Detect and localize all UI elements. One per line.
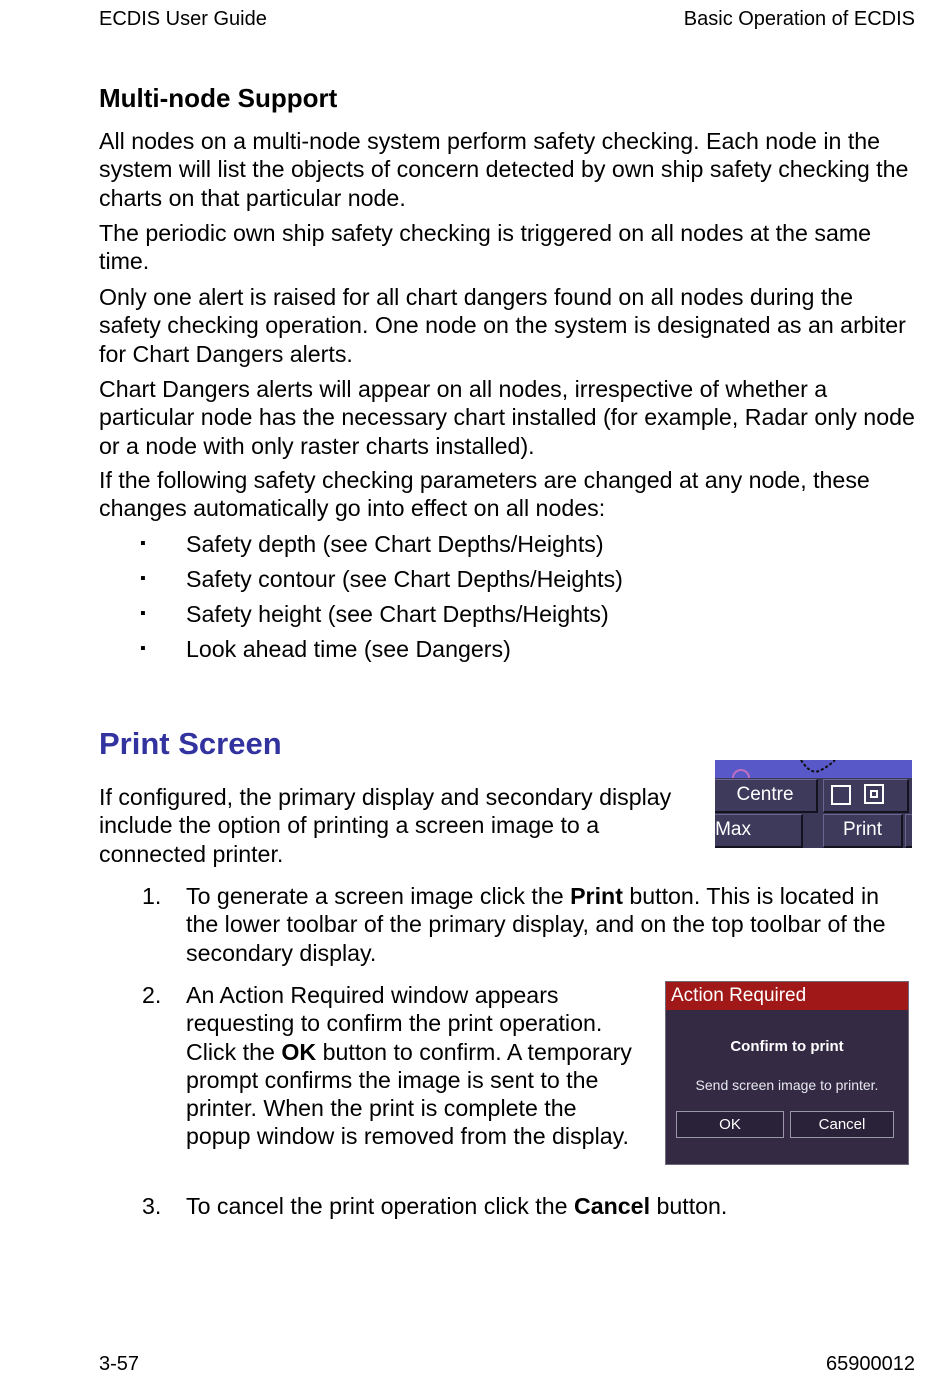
chart-strip [715,760,912,778]
paragraph: Only one alert is raised for all chart dangers found on all nodes during the safety checking operation. One node on the system is designated as an arbiter for Chart Dangers alerts. [99,284,906,367]
page-number: 3-57 [99,1353,140,1375]
print-button[interactable]: Print [823,814,903,848]
window-icon[interactable] [864,784,884,804]
step-bold-term: Cancel [573,1193,651,1219]
section-heading-print-screen: Print Screen [99,726,282,761]
step-text: To generate a screen image click the Print button. This is located in the lower toolbar of the primary display, and on the top toolbar of the secondary display. [186,883,886,966]
list-item-text: Safety depth (see Chart Depths/Heights) [186,531,604,557]
section-heading-multi-node: Multi-node Support [99,83,338,113]
list-item-text: Safety contour (see Chart Depths/Heights) [186,566,623,592]
toolbar-edge [905,814,912,848]
bullet-icon: ▪ [140,605,146,622]
step-number: 3. [142,1193,162,1219]
cancel-button[interactable]: Cancel [790,1111,894,1138]
paragraph: If configured, the primary display and secondary display include the option of printing a screen image to a connected printer. [99,784,672,867]
running-header-right: Basic Operation of ECDIS [683,8,915,30]
bullet-icon: ▪ [140,535,146,552]
list-item-text: Safety height (see Chart Depths/Heights) [186,601,609,627]
bullet-icon: ▪ [140,640,146,657]
document-number: 65900012 [826,1353,915,1375]
running-header-left: ECDIS User Guide [99,8,267,30]
centre-button[interactable]: Centre [715,779,818,813]
paragraph: Chart Dangers alerts will appear on all nodes, irrespective of whether a particular node has the necessary chart installed (for example, Radar only node or a node with only raster charts installed). [99,376,915,459]
toolbar-screenshot [715,760,912,848]
square-icon[interactable] [831,785,851,805]
ok-button[interactable]: OK [676,1111,784,1138]
action-required-dialog [665,981,909,1165]
step-text: To cancel the print operation click the Cancel button. [186,1193,728,1219]
step-bold-term: Print [570,883,623,909]
step-number: 2. [142,982,162,1008]
paragraph: If the following safety checking parameters are changed at any node, these changes automatically go into effect on all nodes: [99,467,870,522]
step-text: An Action Required window appears requesting to confirm the print operation. Click the OK button to confirm. A temporary prompt confirms the image is sent to the printer. When the print is complete the popup window is removed from the display. [186,982,632,1150]
step-number: 1. [142,883,162,909]
bullet-icon: ▪ [140,570,146,587]
max-button[interactable]: Max [715,814,803,848]
dialog-message: Send screen image to printer. [695,1077,879,1093]
dialog-heading: Confirm to print [730,1038,844,1055]
chart-marks [715,760,912,778]
step-bold-term: OK [281,1038,317,1065]
list-item-text: Look ahead time (see Dangers) [186,636,511,662]
paragraph: All nodes on a multi-node system perform safety checking. Each node in the system will list the objects of concern detected by own ship safety checking the charts on that particular node. [99,128,909,211]
dialog-title: Action Required [666,982,908,1010]
paragraph: The periodic own ship safety checking is triggered on all nodes at the same time. [99,220,872,275]
